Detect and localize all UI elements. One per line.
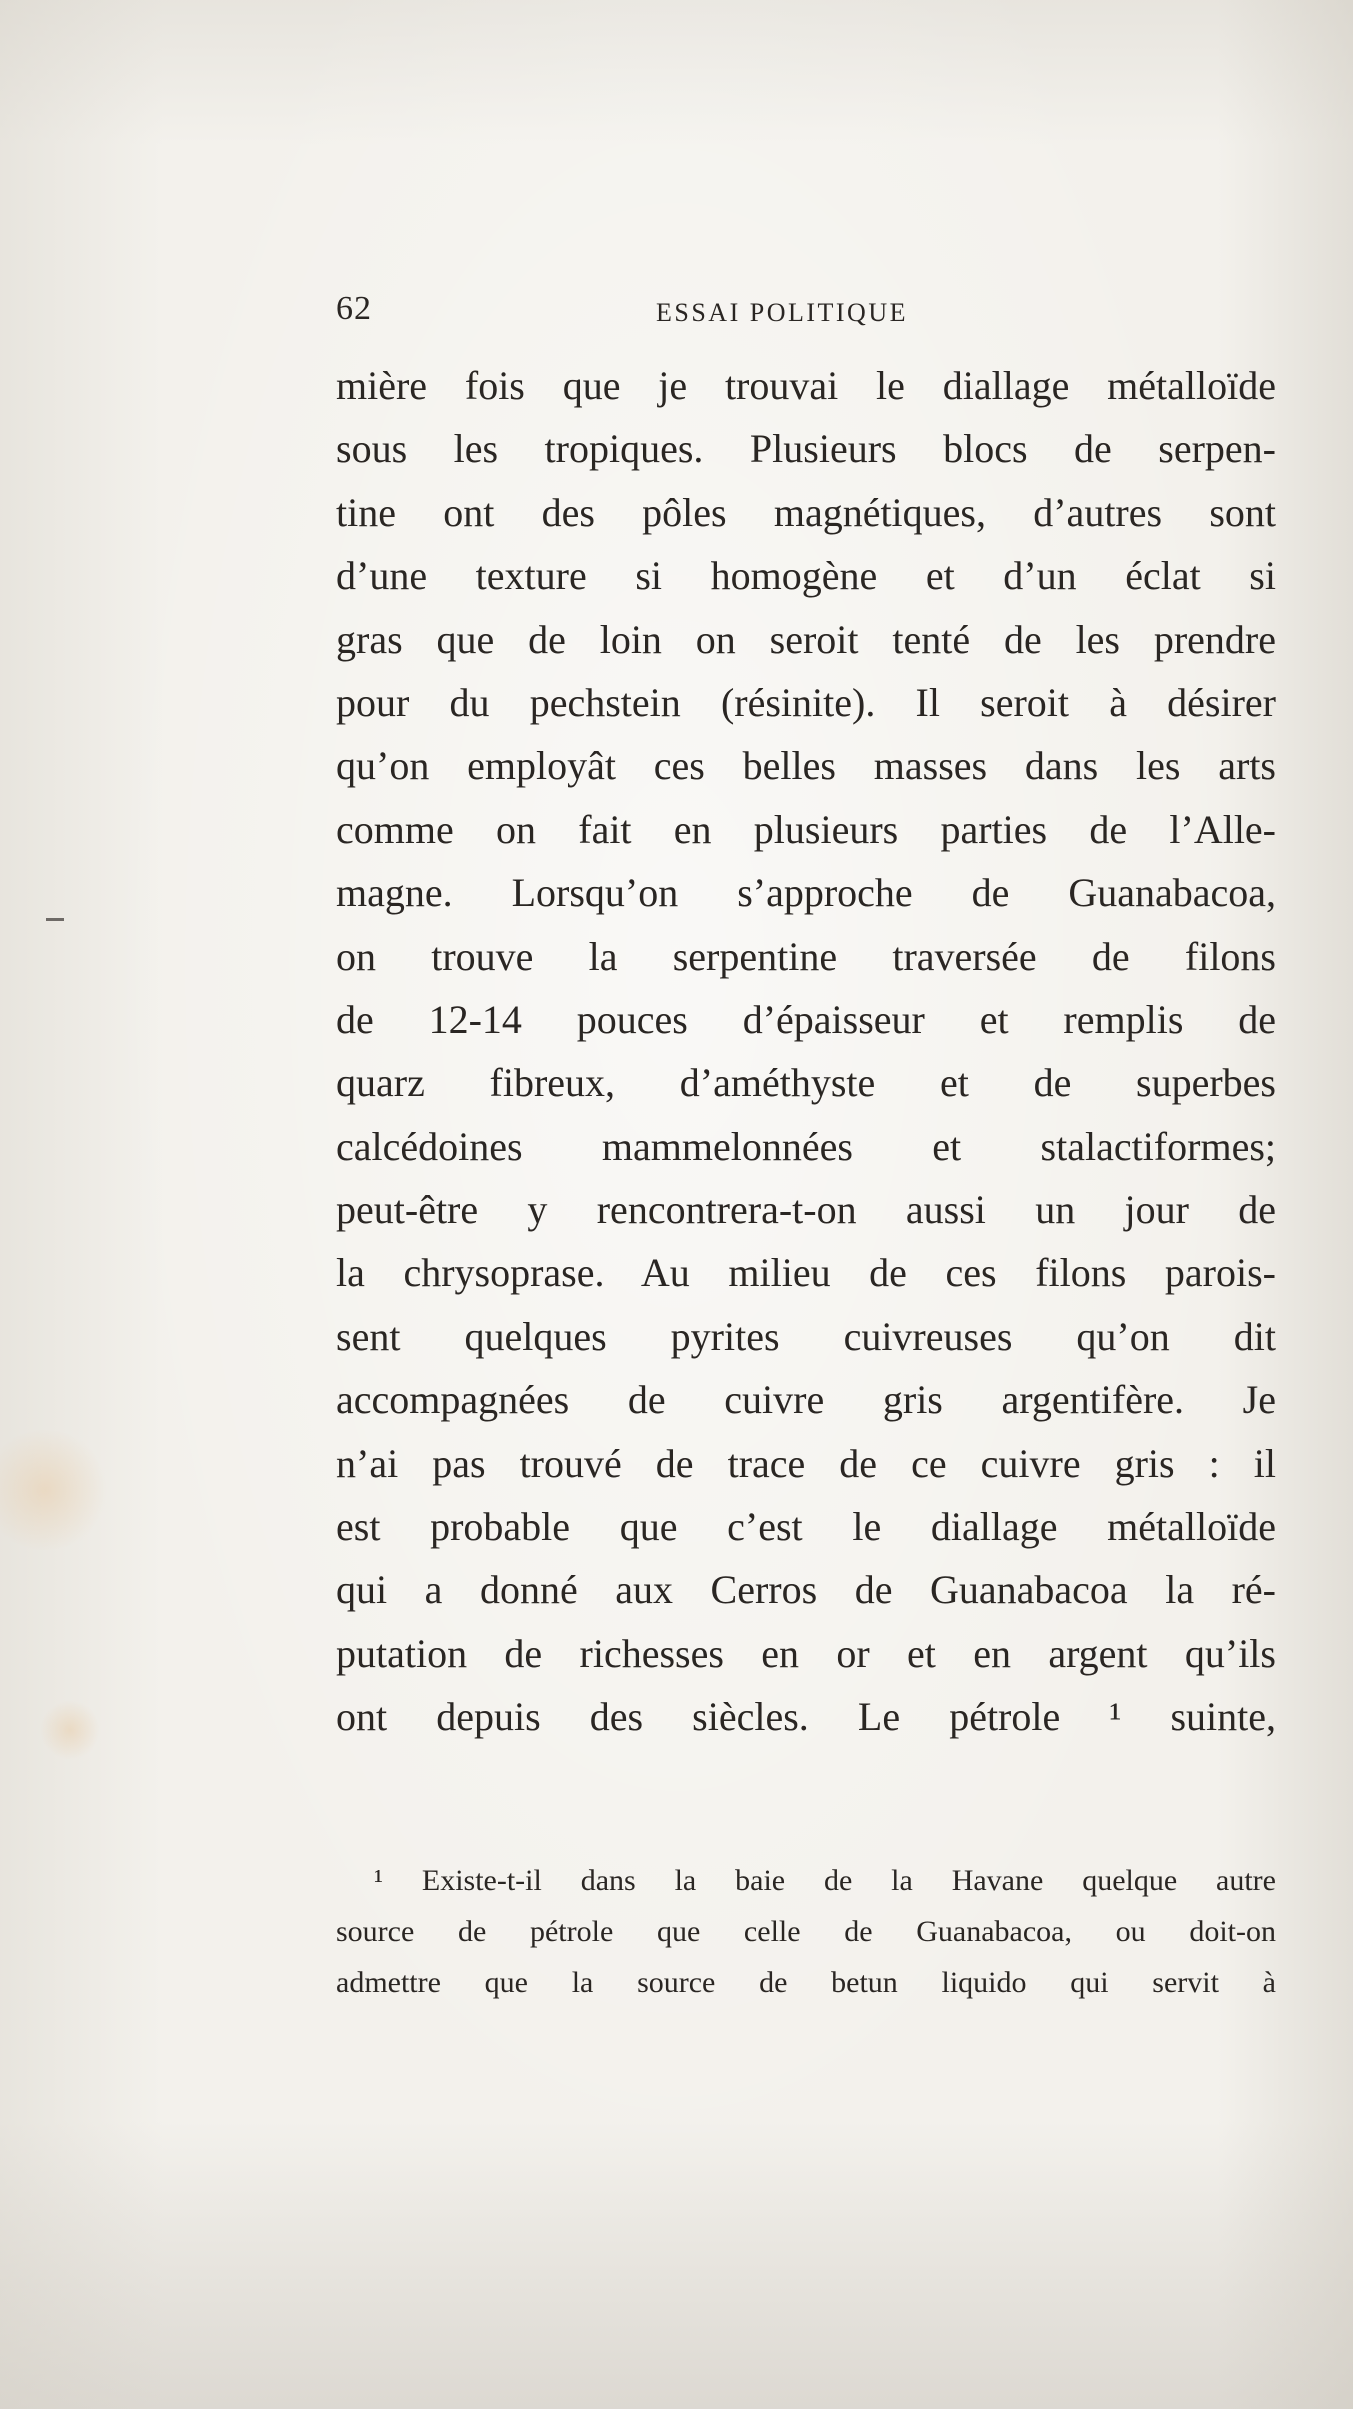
- text-line: est probable que c’est le diallage métalloïde: [336, 1504, 1276, 1550]
- running-head: [336, 290, 1276, 346]
- running-title: ESSAI POLITIQUE: [656, 298, 908, 327]
- text-line: de 12-14 pouces d’épaisseur et remplis de: [336, 996, 1276, 1042]
- text-line: gras que de loin on seroit tenté de les prendre: [336, 616, 1276, 662]
- text-line: comme on fait en plusieurs parties de l’Alle-: [336, 806, 1276, 852]
- text-line: la chrysoprase. Au milieu de ces filons parois-: [336, 1250, 1276, 1296]
- text-line: magne. Lorsqu’on s’approche de Guanabacoa,: [336, 870, 1276, 916]
- footnote-block: [336, 1855, 1276, 2008]
- text-line: tine ont des pôles magnétiques, d’autres sont: [336, 489, 1276, 535]
- page-number: 62: [336, 290, 372, 327]
- paper-stain: [40, 1700, 100, 1760]
- paper-stain: [0, 1430, 110, 1550]
- text-line: on trouve la serpentine traversée de filons: [336, 933, 1276, 979]
- text-line: mière fois que je trouvai le diallage métalloïde: [336, 363, 1276, 408]
- text-line: quarz fibreux, d’améthyste et de superbes: [336, 1060, 1276, 1106]
- text-line: sous les tropiques. Plusieurs blocs de serpen-: [336, 426, 1276, 472]
- text-line: putation de richesses en or et en argent qu’ils: [336, 1630, 1276, 1676]
- margin-mark: [46, 918, 64, 921]
- body-text: [336, 354, 1276, 1749]
- text-line: calcédoines mammelonnées et stalactiformes;: [336, 1123, 1276, 1169]
- text-line: ont depuis des siècles. Le pétrole ¹ suinte,: [336, 1694, 1276, 1740]
- page-text-block: [336, 290, 1276, 1749]
- footnote-line: ¹ Existe-t-il dans la baie de la Havane quelque autre: [374, 1864, 1276, 1897]
- text-line: d’une texture si homogène et d’un éclat si: [336, 553, 1276, 599]
- text-line: pour du pechstein (résinite). Il seroit à désirer: [336, 679, 1276, 725]
- footnote-line: source de pétrole que celle de Guanabacoa, ou doit-on: [336, 1915, 1276, 1948]
- text-line: peut-être y rencontrera-t-on aussi un jour de: [336, 1187, 1276, 1233]
- text-line: sent quelques pyrites cuivreuses qu’on dit: [336, 1313, 1276, 1359]
- text-line: qu’on employât ces belles masses dans les arts: [336, 743, 1276, 789]
- text-line: n’ai pas trouvé de trace de ce cuivre gris : il: [336, 1440, 1276, 1486]
- footnote-line: admettre que la source de betun liquido qui servit à: [336, 1966, 1276, 1999]
- text-line: qui a donné aux Cerros de Guanabacoa la ré-: [336, 1567, 1276, 1613]
- text-line: accompagnées de cuivre gris argentifère. Je: [336, 1377, 1276, 1423]
